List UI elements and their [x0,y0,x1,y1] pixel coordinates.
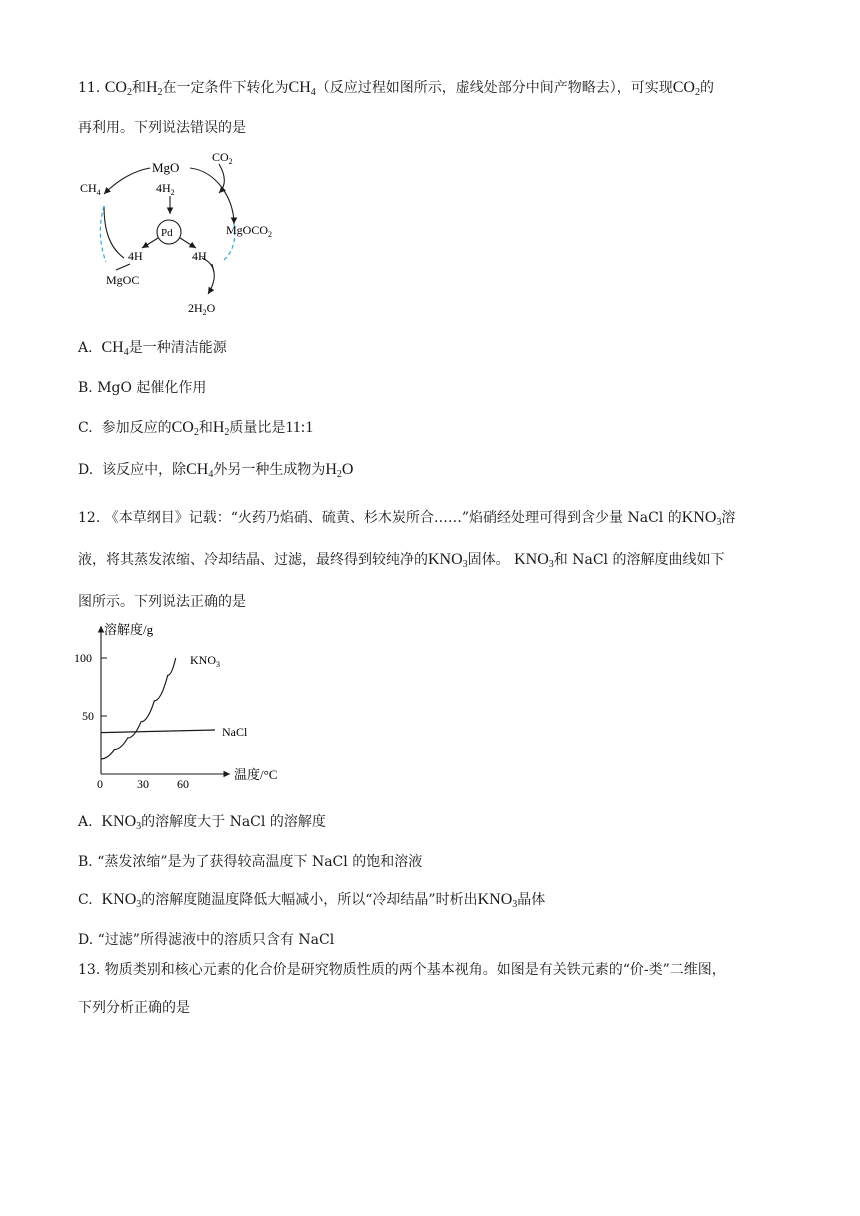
label-2h2o: $2H_2O$ [188,301,216,317]
q12-option-a: A. $KNO_3$的溶解度大于 NaCl 的溶解度 [78,813,326,832]
formula-co2: $CO_2$ [672,79,700,98]
ytick-100: 100 [74,651,92,665]
label-co2: $CO_2$ [212,150,233,166]
kno3-curve [101,658,176,759]
label-ch4: $CH_4$ [80,181,101,197]
dashed-left [100,206,106,262]
label-4h2: $4H_2$ [156,181,175,197]
q13-line1: 13. 物质类别和核心元素的化合价是研究物质性质的两个基本视角。如图是有关铁元素的“价-类”二维图， [78,962,726,978]
xtick-60: 60 [177,777,189,790]
label-mgo: MgO [152,160,180,175]
q11-option-a: A. $CH_4$是一种清洁能源 [78,339,227,358]
arc-mgo-to-ch4 [104,168,150,194]
formula-co2: $CO_2$ [171,419,199,438]
ytick-50: 50 [82,709,94,723]
formula-kno3: $KNO_3$ [681,509,722,528]
q12-line2: 液，将其蒸发浓缩、冷却结晶、过滤，最终得到较纯净的$KNO_3$固体。 $KNO_3$和 NaCl 的溶解度曲线如下 [78,551,725,570]
q12-line1: 12. 《本草纲目》记载：“火药乃焰硝、硫黄、杉木炭所合……”焰硝经处理可得到含少量 NaCl 的$KNO_3$溶 [78,509,736,528]
q11-option-d: D. 该反应中，除$CH_4$外另一种生成物为$H_2O$ [78,461,354,480]
q11-line2: 再利用。下列说法错误的是 [78,120,246,136]
mass-ratio: 11:1 [285,419,314,436]
x-axis-label: 温度/°C [234,767,278,782]
formula-h2: $H_2$ [145,79,163,98]
label-4h-left: 4H [128,249,143,263]
formula-kno3: $KNO_3$ [101,813,142,832]
label-pd: Pd [161,227,173,239]
arc-mgo-to-mgoco2 [190,168,234,224]
nacl-label: NaCl [222,725,248,739]
label-4h-right: 4H [192,249,207,263]
nacl-curve [101,730,215,733]
q12-option-d: D. “过滤”所得滤液中的溶质只含有 NaCl [78,932,335,948]
y-axis-label: 溶解度/g [104,622,154,637]
formula-kno3: $KNO_3$ [101,891,142,910]
arc-co2-in [219,164,224,193]
formula-co2: $CO_2$ [104,79,132,98]
formula-kno3: $KNO_3$ [477,891,518,910]
formula-h2o: $H_2O$ [325,461,354,480]
q12-line3: 图所示。下列说法正确的是 [78,594,246,610]
formula-kno3: $KNO_3$ [514,551,554,570]
xtick-30: 30 [137,777,149,790]
formula-h2: $H_2$ [212,419,230,438]
solubility-chart [70,618,300,790]
q12-option-b: B. “蒸发浓缩”是为了获得较高温度下 NaCl 的饱和溶液 [78,854,423,870]
q11-line1: 11. $CO_2$和$H_2$在一定条件下转化为$CH_4$（反应过程如图所示，虚线处部分中间产物略去），可实现$CO_2$的 [78,79,714,98]
q12-option-c: C. $KNO_3$的溶解度随温度降低大幅减小，所以“冷却结晶”时析出$KNO_3$晶体 [78,891,546,910]
xtick-0: 0 [97,777,103,790]
label-mgoc: MgOC [106,273,140,287]
arc-right-lower [202,258,214,294]
q11-option-b: B. MgO 起催化作用 [78,380,207,396]
formula-ch4: $CH_4$ [186,461,214,480]
q11-number: 11. [78,80,101,96]
arc-left-lower [104,206,124,258]
label-mgoco2: MgOCO$_2$ [226,223,273,239]
reaction-cycle-diagram [76,146,276,322]
formula-ch4: $CH_4$ [288,79,316,98]
q13-line2: 下列分析正确的是 [78,1000,190,1016]
q11-option-c: C. 参加反应的$CO_2$和$H_2$质量比是11:1 [78,419,314,438]
formula-ch4: $CH_4$ [101,339,129,358]
kno3-label: $KNO_3$ [190,653,220,669]
formula-kno3: $KNO_3$ [428,551,468,570]
